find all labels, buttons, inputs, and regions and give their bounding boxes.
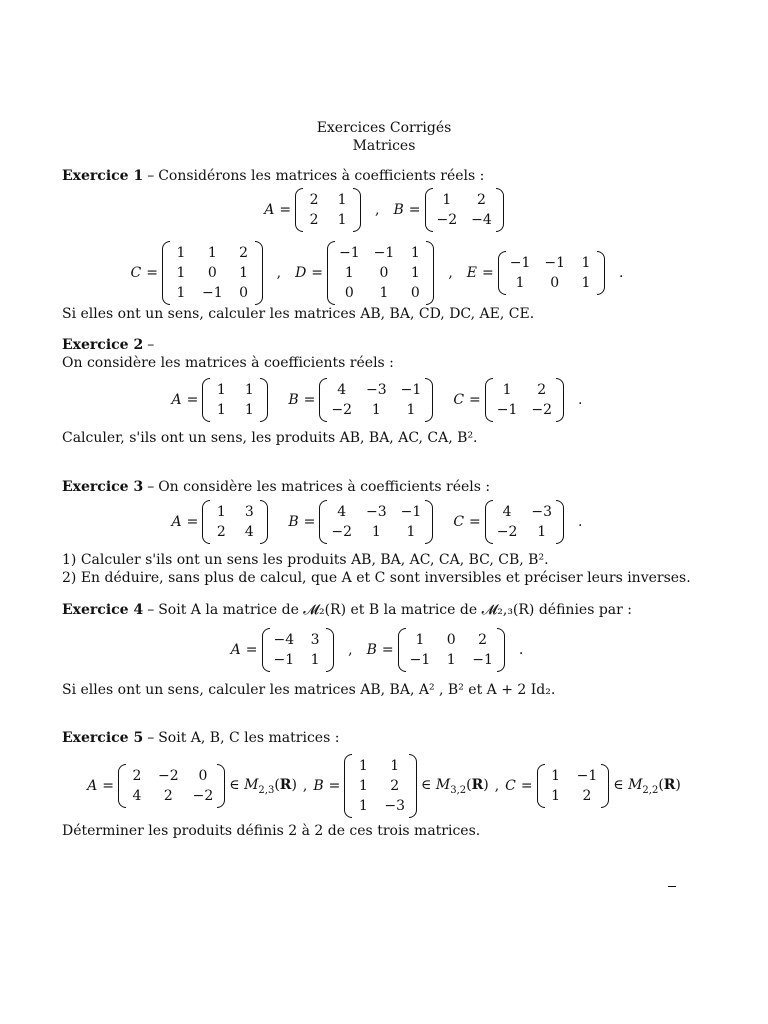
matrix-cell: −2: [331, 524, 353, 540]
exercise-1-matrices-row-1: [0, 180, 768, 240]
matrix-expression-c: [131, 241, 263, 305]
matrix-cell: 1: [442, 192, 452, 208]
matrix-cell: 1: [371, 524, 381, 540]
matrix-cell: 1: [216, 382, 226, 398]
matrix-expression-c: [453, 378, 564, 422]
exercise-1-question: Si elles ont un sens, calculer les matrices AB, BA, CD, DC, AE, CE.: [62, 306, 535, 322]
matrix-cell: 2: [309, 192, 319, 208]
matrix-a: [295, 188, 361, 232]
document-subtitle: Matrices: [352, 138, 416, 154]
exercise-3-heading: Exercice 3 – On considère les matrices à coefficients réels :: [62, 479, 491, 495]
matrix-e: [498, 251, 605, 295]
matrix-cell: 1: [358, 778, 368, 794]
matrix-cell: 2: [537, 382, 547, 398]
matrix-cell: −1: [472, 652, 493, 668]
matrix-name: B: [288, 392, 299, 408]
matrix-cell: 2: [477, 192, 486, 208]
matrix-expression-b: [313, 754, 488, 818]
exercise-3-matrices-row: [0, 492, 768, 552]
exercise-5-label: Exercice 5: [62, 730, 144, 746]
matrix-cell: 1: [410, 265, 420, 281]
exercise-3-label: Exercice 3: [62, 479, 144, 495]
exercise-5-intro: Soit A, B, C les matrices :: [158, 730, 340, 746]
matrix-cell: 1: [390, 758, 400, 774]
separator: ,: [348, 642, 353, 658]
matrix-cell: 1: [176, 245, 186, 261]
equals-sign: =: [303, 392, 316, 408]
matrix-cell: −1: [409, 652, 431, 668]
matrix-cell: 2: [478, 632, 488, 648]
matrix-name: A: [87, 778, 98, 794]
matrix-a: [202, 378, 268, 422]
matrix-cell: 4: [244, 524, 254, 540]
matrix-cell: 4: [132, 788, 142, 804]
matrix-cell: 0: [379, 265, 389, 281]
matrix-cell: 1: [502, 382, 512, 398]
matrix-cell: 1: [244, 382, 254, 398]
exercise-5-heading: Exercice 5 – Soit A, B, C les matrices :: [62, 730, 340, 746]
matrix-cell: 1: [207, 245, 217, 261]
period: .: [578, 392, 583, 408]
matrix-cell: 2: [309, 212, 319, 228]
matrix-cell: 1: [406, 402, 416, 418]
matrix-cell: 0: [207, 265, 217, 281]
matrix-cell: −1: [201, 285, 223, 301]
exercise-2-question: Calculer, s'ils ont un sens, les produits AB, BA, AC, CA, B².: [62, 430, 478, 446]
matrix-name: B: [366, 642, 377, 658]
matrix-cell: −1: [373, 245, 395, 261]
matrix-name: B: [288, 514, 299, 530]
matrix-cell: 0: [239, 285, 249, 301]
matrix-cell: 3: [310, 632, 320, 648]
exercise-1-label: Exercice 1: [62, 168, 144, 184]
matrix-space: ∈ $M_{2,3}(R)$: [229, 776, 297, 796]
matrix-cell: −4: [273, 632, 295, 648]
matrix-cell: 1: [379, 285, 389, 301]
matrix-name: E: [466, 265, 477, 281]
matrix-c: [162, 241, 263, 305]
matrix-expression-a: [172, 378, 269, 422]
matrix-cell: 0: [410, 285, 420, 301]
matrix-cell: −2: [331, 402, 353, 418]
equals-sign: =: [408, 202, 421, 218]
matrix-cell: −1: [576, 768, 598, 784]
matrix-cell: −2: [436, 212, 458, 228]
equals-sign: =: [102, 778, 114, 794]
matrix-cell: 1: [581, 275, 591, 291]
matrix-cell: 0: [344, 285, 354, 301]
page-mark: [668, 886, 676, 887]
exercise-5-question: Déterminer les produits définis 2 à 2 de ces trois matrices.: [62, 823, 481, 839]
matrix-b: [319, 500, 433, 544]
equals-sign: =: [279, 202, 292, 218]
matrix-cell: 4: [502, 504, 512, 520]
matrix-expression-a: [87, 764, 297, 808]
matrix-cell: 1: [310, 652, 320, 668]
matrix-cell: 3: [244, 504, 254, 520]
matrix-name: A: [171, 514, 182, 530]
matrix-cell: 0: [550, 275, 560, 291]
matrix-b: [319, 378, 433, 422]
matrix-cell: −3: [366, 382, 387, 398]
matrix-cell: 1: [337, 212, 347, 228]
equals-sign: =: [186, 514, 199, 530]
exercise-1-heading: Exercice 1 – Considérons les matrices à coefficients réels :: [62, 168, 485, 184]
exercise-5-matrices-row: [0, 754, 768, 818]
equals-sign: =: [303, 514, 316, 530]
matrix-name: C: [453, 514, 465, 530]
matrix-cell: −1: [339, 245, 360, 261]
exercise-1-intro: Considérons les matrices à coefficients réels :: [158, 168, 485, 184]
matrix-cell: 1: [344, 265, 354, 281]
matrix-c: [537, 764, 610, 808]
matrix-expression-a: [172, 500, 269, 544]
matrix-cell: 4: [337, 382, 347, 398]
matrix-cell: −1: [273, 652, 295, 668]
matrix-cell: 2: [163, 788, 173, 804]
matrix-cell: −3: [366, 504, 387, 520]
matrix-cell: 1: [410, 245, 420, 261]
separator: ,: [375, 202, 380, 218]
matrix-a: [118, 764, 225, 808]
matrix-name: C: [505, 778, 516, 794]
exercise-4-question: Si elles ont un sens, calculer les matrices AB, BA, A² , B² et A + 2 Id₂.: [62, 682, 556, 698]
matrix-expression-c: [505, 764, 681, 808]
period: .: [578, 514, 583, 530]
matrix-expression-d: [295, 241, 434, 305]
matrix-cell: 1: [371, 402, 381, 418]
matrix-d: [327, 241, 434, 305]
exercise-4-matrices-row: [0, 620, 768, 680]
matrix-cell: −1: [400, 382, 422, 398]
separator: ,: [276, 265, 282, 281]
matrix-b: [398, 628, 505, 672]
equals-sign: =: [520, 778, 533, 794]
equals-sign: =: [381, 642, 394, 658]
matrix-name: B: [313, 778, 324, 794]
matrix-name: B: [393, 202, 404, 218]
matrix-cell: 2: [390, 778, 400, 794]
matrix-cell: −1: [509, 255, 531, 271]
matrix-cell: −2: [192, 788, 214, 804]
matrix-cell: 2: [132, 768, 142, 784]
matrix-name: C: [453, 392, 465, 408]
matrix-name: C: [130, 265, 142, 281]
matrix-expression-a: [231, 628, 335, 672]
matrix-c: [485, 378, 564, 422]
matrix-cell: 0: [446, 632, 456, 648]
matrix-cell: 1: [216, 504, 226, 520]
exercise-2-matrices-row: [0, 370, 768, 430]
exercise-3-intro: On considère les matrices à coefficients réels :: [158, 479, 491, 495]
matrix-cell: 1: [176, 285, 186, 301]
matrix-b: [344, 754, 417, 818]
equals-sign: =: [469, 392, 481, 408]
matrix-expression-e: [467, 251, 605, 295]
matrix-cell: 1: [551, 768, 561, 784]
matrix-name: A: [171, 392, 182, 408]
separator: ,: [494, 778, 500, 794]
matrix-space: ∈ $M_{2,2}(R)$: [613, 776, 681, 796]
exercise-1-matrices-row-2: [0, 242, 768, 304]
matrix-name: A: [230, 642, 241, 658]
matrix-expression-b: [288, 378, 433, 422]
matrix-c: [485, 500, 564, 544]
matrix-expression-b: [367, 628, 505, 672]
exercise-4-heading: Exercice 4 – Soit A la matrice de 𝓜₂(R) et B la matrice de 𝓜₂,₃(R) définies par :: [62, 602, 633, 618]
document-title: Exercices Corrigés: [316, 120, 452, 136]
equals-sign: =: [311, 265, 324, 281]
matrix-cell: 1: [581, 255, 591, 271]
separator: ,: [448, 265, 453, 281]
matrix-cell: 1: [537, 524, 547, 540]
matrix-name: A: [264, 202, 275, 218]
matrix-expression-b: [288, 500, 433, 544]
separator: ,: [302, 778, 308, 794]
matrix-cell: 1: [551, 788, 561, 804]
exercise-3-question-1: 1) Calculer s'ils ont un sens les produits AB, BA, AC, CA, BC, CB, B².: [62, 552, 549, 568]
matrix-cell: 1: [415, 632, 425, 648]
matrix-name: D: [295, 265, 307, 281]
matrix-cell: −3: [384, 798, 406, 814]
matrix-cell: −4: [471, 212, 492, 228]
matrix-cell: 2: [216, 524, 226, 540]
matrix-cell: 1: [244, 402, 254, 418]
matrix-cell: 1: [406, 524, 416, 540]
matrix-space: ∈ $M_{3,2}(R)$: [421, 776, 489, 796]
matrix-cell: 1: [216, 402, 226, 418]
equals-sign: =: [469, 514, 481, 530]
matrix-expression-a: [264, 188, 361, 232]
equals-sign: =: [328, 778, 341, 794]
exercise-2-intro: On considère les matrices à coefficients réels :: [62, 355, 394, 371]
matrix-cell: −1: [400, 504, 422, 520]
matrix-cell: 4: [337, 504, 347, 520]
period: .: [619, 265, 624, 281]
matrix-expression-c: [453, 500, 564, 544]
matrix-cell: −2: [496, 524, 518, 540]
matrix-cell: 1: [337, 192, 347, 208]
matrix-cell: 1: [446, 652, 456, 668]
matrix-cell: −1: [496, 402, 518, 418]
matrix-cell: 1: [358, 798, 368, 814]
matrix-cell: −2: [531, 402, 553, 418]
equals-sign: =: [186, 392, 199, 408]
exercise-4-label: Exercice 4: [62, 602, 144, 618]
matrix-a: [262, 628, 335, 672]
matrix-cell: 1: [176, 265, 186, 281]
exercise-2-label: Exercice 2: [62, 337, 144, 353]
equals-sign: =: [146, 265, 158, 281]
exercise-3-question-2: 2) En déduire, sans plus de calcul, que A et C sont inversibles et préciser leurs inverses.: [62, 570, 691, 586]
exercise-4-intro: Soit A la matrice de 𝓜₂(R) et B la matrice de 𝓜₂,₃(R) définies par :: [158, 602, 633, 618]
exercise-2-heading: Exercice 2 –: [62, 337, 155, 353]
matrix-cell: 2: [239, 245, 249, 261]
matrix-cell: 1: [239, 265, 249, 281]
matrix-cell: −3: [531, 504, 553, 520]
equals-sign: =: [482, 265, 494, 281]
matrix-cell: 1: [358, 758, 368, 774]
matrix-expression-b: [394, 188, 504, 232]
period: .: [518, 642, 524, 658]
matrix-cell: −2: [157, 768, 179, 784]
equals-sign: =: [245, 642, 258, 658]
matrix-a: [202, 500, 268, 544]
matrix-cell: 0: [198, 768, 208, 784]
matrix-b: [425, 188, 504, 232]
matrix-cell: 1: [515, 275, 525, 291]
matrix-cell: −1: [544, 255, 566, 271]
matrix-cell: 2: [582, 788, 592, 804]
